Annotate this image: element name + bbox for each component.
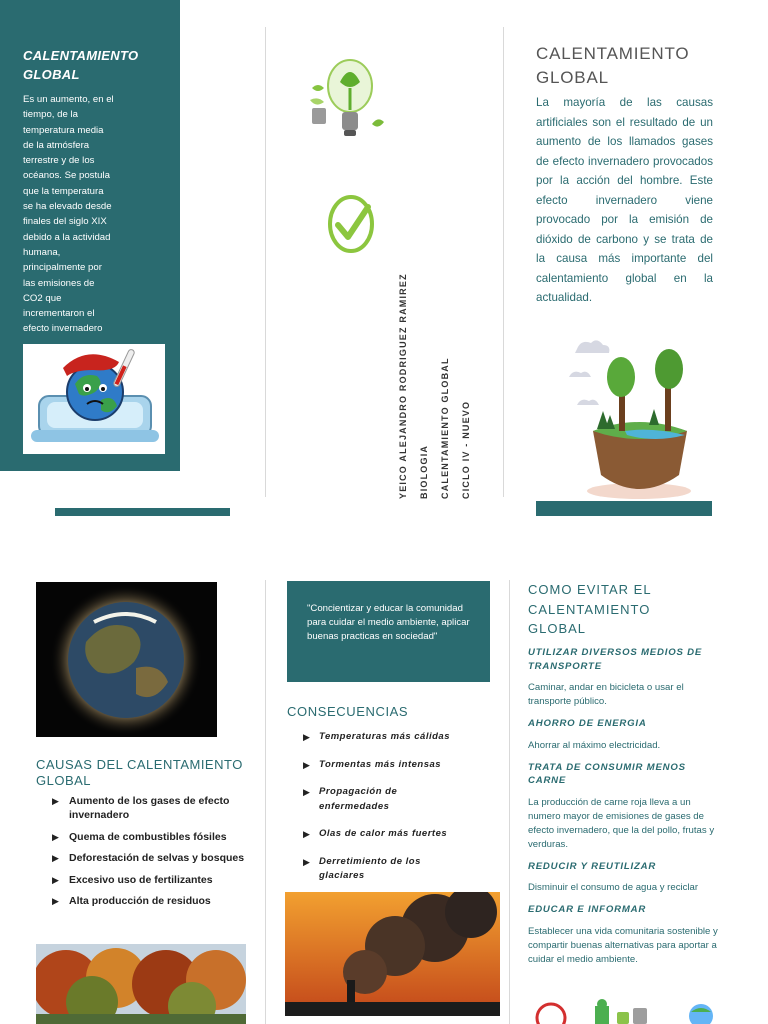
definition-line: se ha elevado desde — [23, 201, 112, 213]
consequences-list — [303, 730, 493, 884]
melting-earth-illustration — [23, 344, 165, 454]
autumn-forest-image — [36, 944, 246, 1024]
cover-credits — [398, 265, 478, 500]
floating-island-illustration — [565, 335, 710, 500]
topic-name: CALENTAMIENTO GLOBAL — [440, 357, 450, 499]
panel-footer-bar — [536, 501, 712, 516]
factory-smoke-image — [285, 892, 500, 1016]
list-item: ▶ Quema de combustibles fósiles — [52, 830, 262, 844]
avoid-heading: EDUCAR E INFORMAR — [528, 904, 647, 915]
definition-title: CALENTAMIENTO GLOBAL — [23, 48, 139, 82]
avoid-text: Ahorrar al máximo electricidad. — [528, 739, 661, 751]
column-divider — [265, 27, 266, 497]
list-item: ▶ Temperaturas más cálidas — [303, 730, 473, 745]
column-divider — [503, 27, 504, 497]
author-name: YEICO ALEJANDRO RODRIGUEZ RAMIREZ — [398, 273, 408, 499]
avoid-heading: REDUCIR Y REUTILIZAR — [528, 860, 657, 872]
avoid-text: Disminuir el consumo de agua y reciclar — [528, 882, 699, 893]
definition-line: debido a la actividad — [23, 231, 111, 243]
definition-panel — [0, 0, 180, 471]
intro-title: CALENTAMIENTO GLOBAL — [536, 44, 690, 87]
column-divider — [265, 580, 266, 1024]
consequences-title: CONSECUENCIAS — [287, 704, 409, 719]
checkmark-icon — [326, 193, 376, 255]
avoid-heading: UTILIZAR DIVERSOS MEDIOS DE TRANSPORTE — [528, 647, 703, 672]
avoid-title: COMO EVITAR EL CALENTAMIENTO GLOBAL — [528, 582, 652, 636]
avoid-list — [528, 646, 718, 967]
definition-line: océanos. Se postula — [23, 170, 110, 182]
causes-title: CAUSAS DEL CALENTAMIENTO GLOBAL — [36, 757, 243, 788]
eco-bulbs-icon — [306, 52, 386, 142]
definition-line: principalmente por — [23, 262, 102, 274]
cycle-name: CICLO IV - NUEVO — [461, 400, 471, 499]
column-divider — [509, 580, 510, 1024]
definition-line: humana, — [23, 246, 61, 258]
definition-line: de la atmósfera — [23, 139, 90, 151]
definition-line: terrestre y de los — [23, 155, 95, 167]
causes-list — [52, 794, 262, 916]
quote-box — [287, 581, 490, 682]
list-item: ▶ Olas de calor más fuertes — [303, 827, 473, 842]
panel-footer-bar — [55, 508, 230, 516]
definition-text — [23, 92, 135, 337]
list-item: ▶ Tormentas más intensas — [303, 758, 473, 773]
definition-line: Es un aumento, en el — [23, 94, 114, 105]
list-item: ▶ Aumento de los gases de efecto invernadero — [52, 794, 262, 822]
subject-name: BIOLOGIA — [419, 444, 429, 499]
list-item: ▶ Deforestación de selvas y bosques — [52, 851, 262, 865]
definition-line: que la temperatura — [23, 185, 104, 197]
avoid-heading: TRATA DE CONSUMIR MENOS CARNE — [528, 761, 686, 786]
definition-line: las emisiones de — [23, 277, 95, 289]
quote-text: "Concientizar y educar la comunidad para cuidar el medio ambiente, aplicar buenas practicas en sociedad" — [307, 603, 470, 643]
avoid-heading: AHORRO DE ENERGIA — [528, 718, 647, 729]
definition-line: tiempo, de la — [23, 109, 78, 121]
list-item: ▶ Alta producción de residuos — [52, 894, 262, 908]
list-item: ▶ Propagación de enfermedades — [303, 785, 408, 814]
definition-line: temperatura media — [23, 124, 104, 136]
avoid-text: La producción de carne roja lleva a un numero mayor de emisiones de gases de efecto invernadero, que la del pollo, frutas y verduras. — [528, 796, 715, 850]
definition-line: incrementaron el — [23, 308, 95, 320]
definition-line: finales del siglo XIX — [23, 216, 107, 228]
intro-text: La mayoría de las causas artificiales son el resultado de un aumento de los llamados gases de efecto invernadero provocados por la acción del hombre. Este efecto invernadero viene provocado por la emisión de dióxido de carbono y se trata de la causa más importante del calentamiento global en la actualidad. — [536, 96, 713, 304]
avoid-text: Caminar, andar en bicicleta o usar el transporte público. — [528, 682, 684, 707]
burning-earth-image — [36, 582, 217, 737]
avoid-text: Establecer una vida comunitaria sostenible y compartir buenas alternativas para aportar a cuidar el medio ambiente. — [528, 925, 718, 965]
list-item: ▶ Excesivo uso de fertilizantes — [52, 873, 262, 887]
definition-line: efecto invernadero — [23, 323, 103, 335]
list-item: ▶ Derretimiento de los glaciares — [303, 855, 438, 884]
recycling-icons — [533, 998, 723, 1024]
definition-line: CO2 que — [23, 292, 62, 304]
